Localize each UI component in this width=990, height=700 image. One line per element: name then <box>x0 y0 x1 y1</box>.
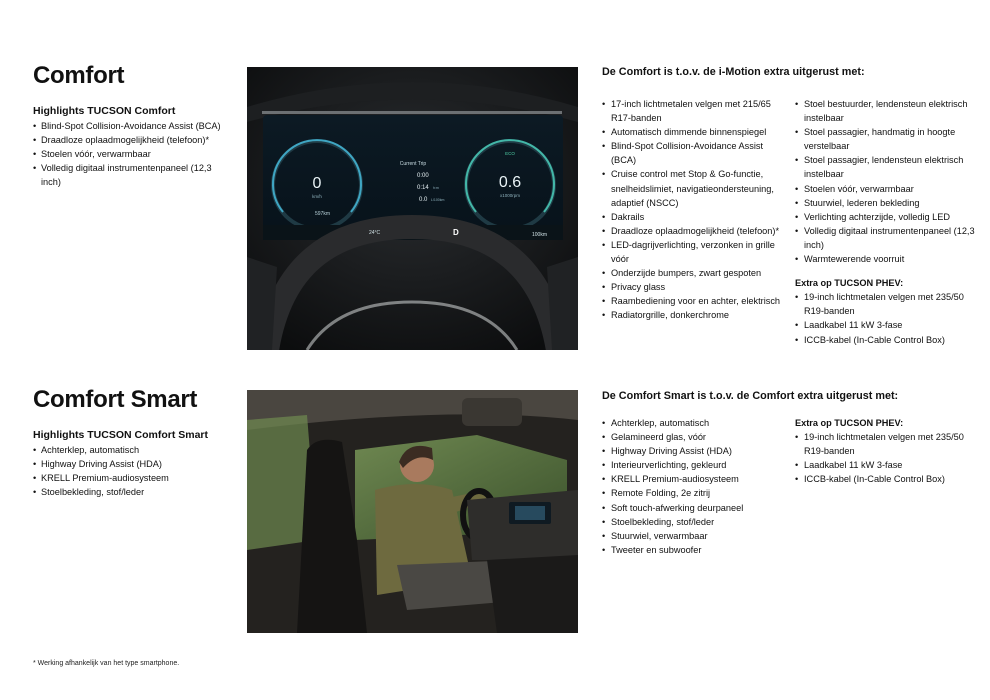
list-item: • Highway Driving Assist (HDA) <box>602 444 782 458</box>
speed-value: 0 <box>312 175 322 192</box>
comfort-smart-phev-title: Extra op TUCSON PHEV: <box>795 418 904 428</box>
list-item: • Stuurwiel, lederen bekleding <box>795 196 975 210</box>
comfort-smart-extras-col2 <box>795 416 975 486</box>
list-item: • 17-inch lichtmetalen velgen met 215/65 R17-banden <box>602 97 782 125</box>
list-item: • Tweeter en subwoofer <box>602 543 782 557</box>
comfort-highlights-title: Highlights TUCSON Comfort <box>33 105 176 117</box>
list-item: • Achterklep, automatisch <box>602 416 782 430</box>
list-item: • Remote Folding, 2e zitrij <box>602 486 782 500</box>
list-item: • Onderzijde bumpers, zwart gespoten <box>602 266 782 280</box>
list-item: • Stuurwiel, verwarmbaar <box>602 529 782 543</box>
trip-value-2: 0:14 <box>417 185 429 191</box>
comfort-smart-highlights-list <box>33 443 233 499</box>
list-item: • Gelamineerd glas, vóór <box>602 430 782 444</box>
list-item: • KRELL Premium-audiosysteem <box>33 471 233 485</box>
list-item: • Dakrails <box>602 210 782 224</box>
list-item: • Laadkabel 11 kW 3-fase <box>795 318 975 332</box>
list-item: • Warmtewerende voorruit <box>795 252 975 266</box>
footnote: * Werking afhankelijk van het type smartphone. <box>33 660 180 667</box>
list-item: • Volledig digitaal instrumentenpaneel (12,3 inch) <box>33 161 213 189</box>
list-item: • Draadloze oplaadmogelijkheid (telefoon)* <box>33 133 233 147</box>
comfort-smart-extra-heading: De Comfort Smart is t.o.v. de Comfort extra uitgerust met: <box>602 390 899 402</box>
comfort-smart-title: Comfort Smart <box>33 386 198 413</box>
interior-photo <box>247 390 578 633</box>
list-item: • Stoelbekleding, stof/leder <box>602 515 782 529</box>
list-item: • Stoel bestuurder, lendensteun elektrisch instelbaar <box>795 97 975 125</box>
comfort-extras-col1 <box>602 97 782 323</box>
list-item: • Radiatorgrille, donkerchrome <box>602 308 782 322</box>
comfort-phev-title: Extra op TUCSON PHEV: <box>795 278 904 289</box>
list-item: • Blind-Spot Collision-Avoidance Assist (BCA) <box>602 139 782 167</box>
comfort-title: Comfort <box>33 62 125 89</box>
list-item: • Stoelen vóór, verwarmbaar <box>795 182 975 196</box>
list-item: • 19-inch lichtmetalen velgen met 235/50 R19-banden <box>795 430 975 458</box>
list-item: • Stoelbekleding, stof/leder <box>33 485 233 499</box>
eco-label: ECO <box>505 151 515 156</box>
list-item: • Stoel passagier, handmatig in hoogte verstelbaar <box>795 125 975 153</box>
trip-unit-3: L/100km <box>431 198 445 202</box>
gear-indicator: D <box>453 228 459 237</box>
list-item: • KRELL Premium-audiosysteem <box>602 472 782 486</box>
comfort-extras-col2 <box>795 97 975 347</box>
list-item: • ICCB-kabel (In-Cable Control Box) <box>795 472 975 486</box>
rpm-value: 0.6 <box>498 174 522 191</box>
list-item: • LED-dagrijverlichting, verzonken in grille vóór <box>602 238 782 266</box>
speed-unit: km/h <box>312 194 322 199</box>
comfort-smart-highlights-title: Highlights TUCSON Comfort Smart <box>33 429 208 441</box>
odometer: 100km <box>531 232 547 238</box>
comfort-extra-heading: De Comfort is t.o.v. de i-Motion extra uitgerust met: <box>602 66 865 78</box>
range-value: 597km <box>315 211 331 217</box>
list-item: • Laadkabel 11 kW 3-fase <box>795 458 975 472</box>
list-item: • ICCB-kabel (In-Cable Control Box) <box>795 333 975 347</box>
list-item: • Draadloze oplaadmogelijkheid (telefoon)* <box>602 224 782 238</box>
list-item: • Privacy glass <box>602 280 782 294</box>
temperature: 24°C <box>369 230 381 236</box>
dashboard-photo <box>247 67 578 350</box>
list-item: • Highway Driving Assist (HDA) <box>33 457 233 471</box>
list-item: • Raambediening voor en achter, elektrisch <box>602 294 782 308</box>
list-item: • Volledig digitaal instrumentenpaneel (12,3 inch) <box>795 224 975 252</box>
trip-value-3: 0.0 <box>419 197 428 203</box>
trip-title: Current Trip <box>399 161 427 167</box>
list-item: • Blind-Spot Collision-Avoidance Assist (BCA) <box>33 119 233 133</box>
trip-unit-2: h:m <box>433 186 439 190</box>
list-item: • Automatisch dimmende binnenspiegel <box>602 125 782 139</box>
comfort-smart-extras-col1 <box>602 416 782 557</box>
list-item: • Soft touch-afwerking deurpaneel <box>602 501 782 515</box>
list-item: • Achterklep, automatisch <box>33 443 233 457</box>
list-item: • Stoelen vóór, verwarmbaar <box>33 147 233 161</box>
list-item: • Interieurverlichting, gekleurd <box>602 458 782 472</box>
list-item: • Cruise control met Stop & Go-functie, snelheidslimiet, navigatieondersteuning, adaptief (NSCC) <box>602 167 782 209</box>
list-item: • 19-inch lichtmetalen velgen met 235/50 R19-banden <box>795 290 975 318</box>
comfort-highlights-list <box>33 119 233 189</box>
trip-value-1: 0:00 <box>417 173 429 179</box>
list-item: • Stoel passagier, lendensteun elektrisch instelbaar <box>795 153 975 181</box>
rpm-unit: x1000rpm <box>499 193 521 198</box>
list-item: • Verlichting achterzijde, volledig LED <box>795 210 975 224</box>
